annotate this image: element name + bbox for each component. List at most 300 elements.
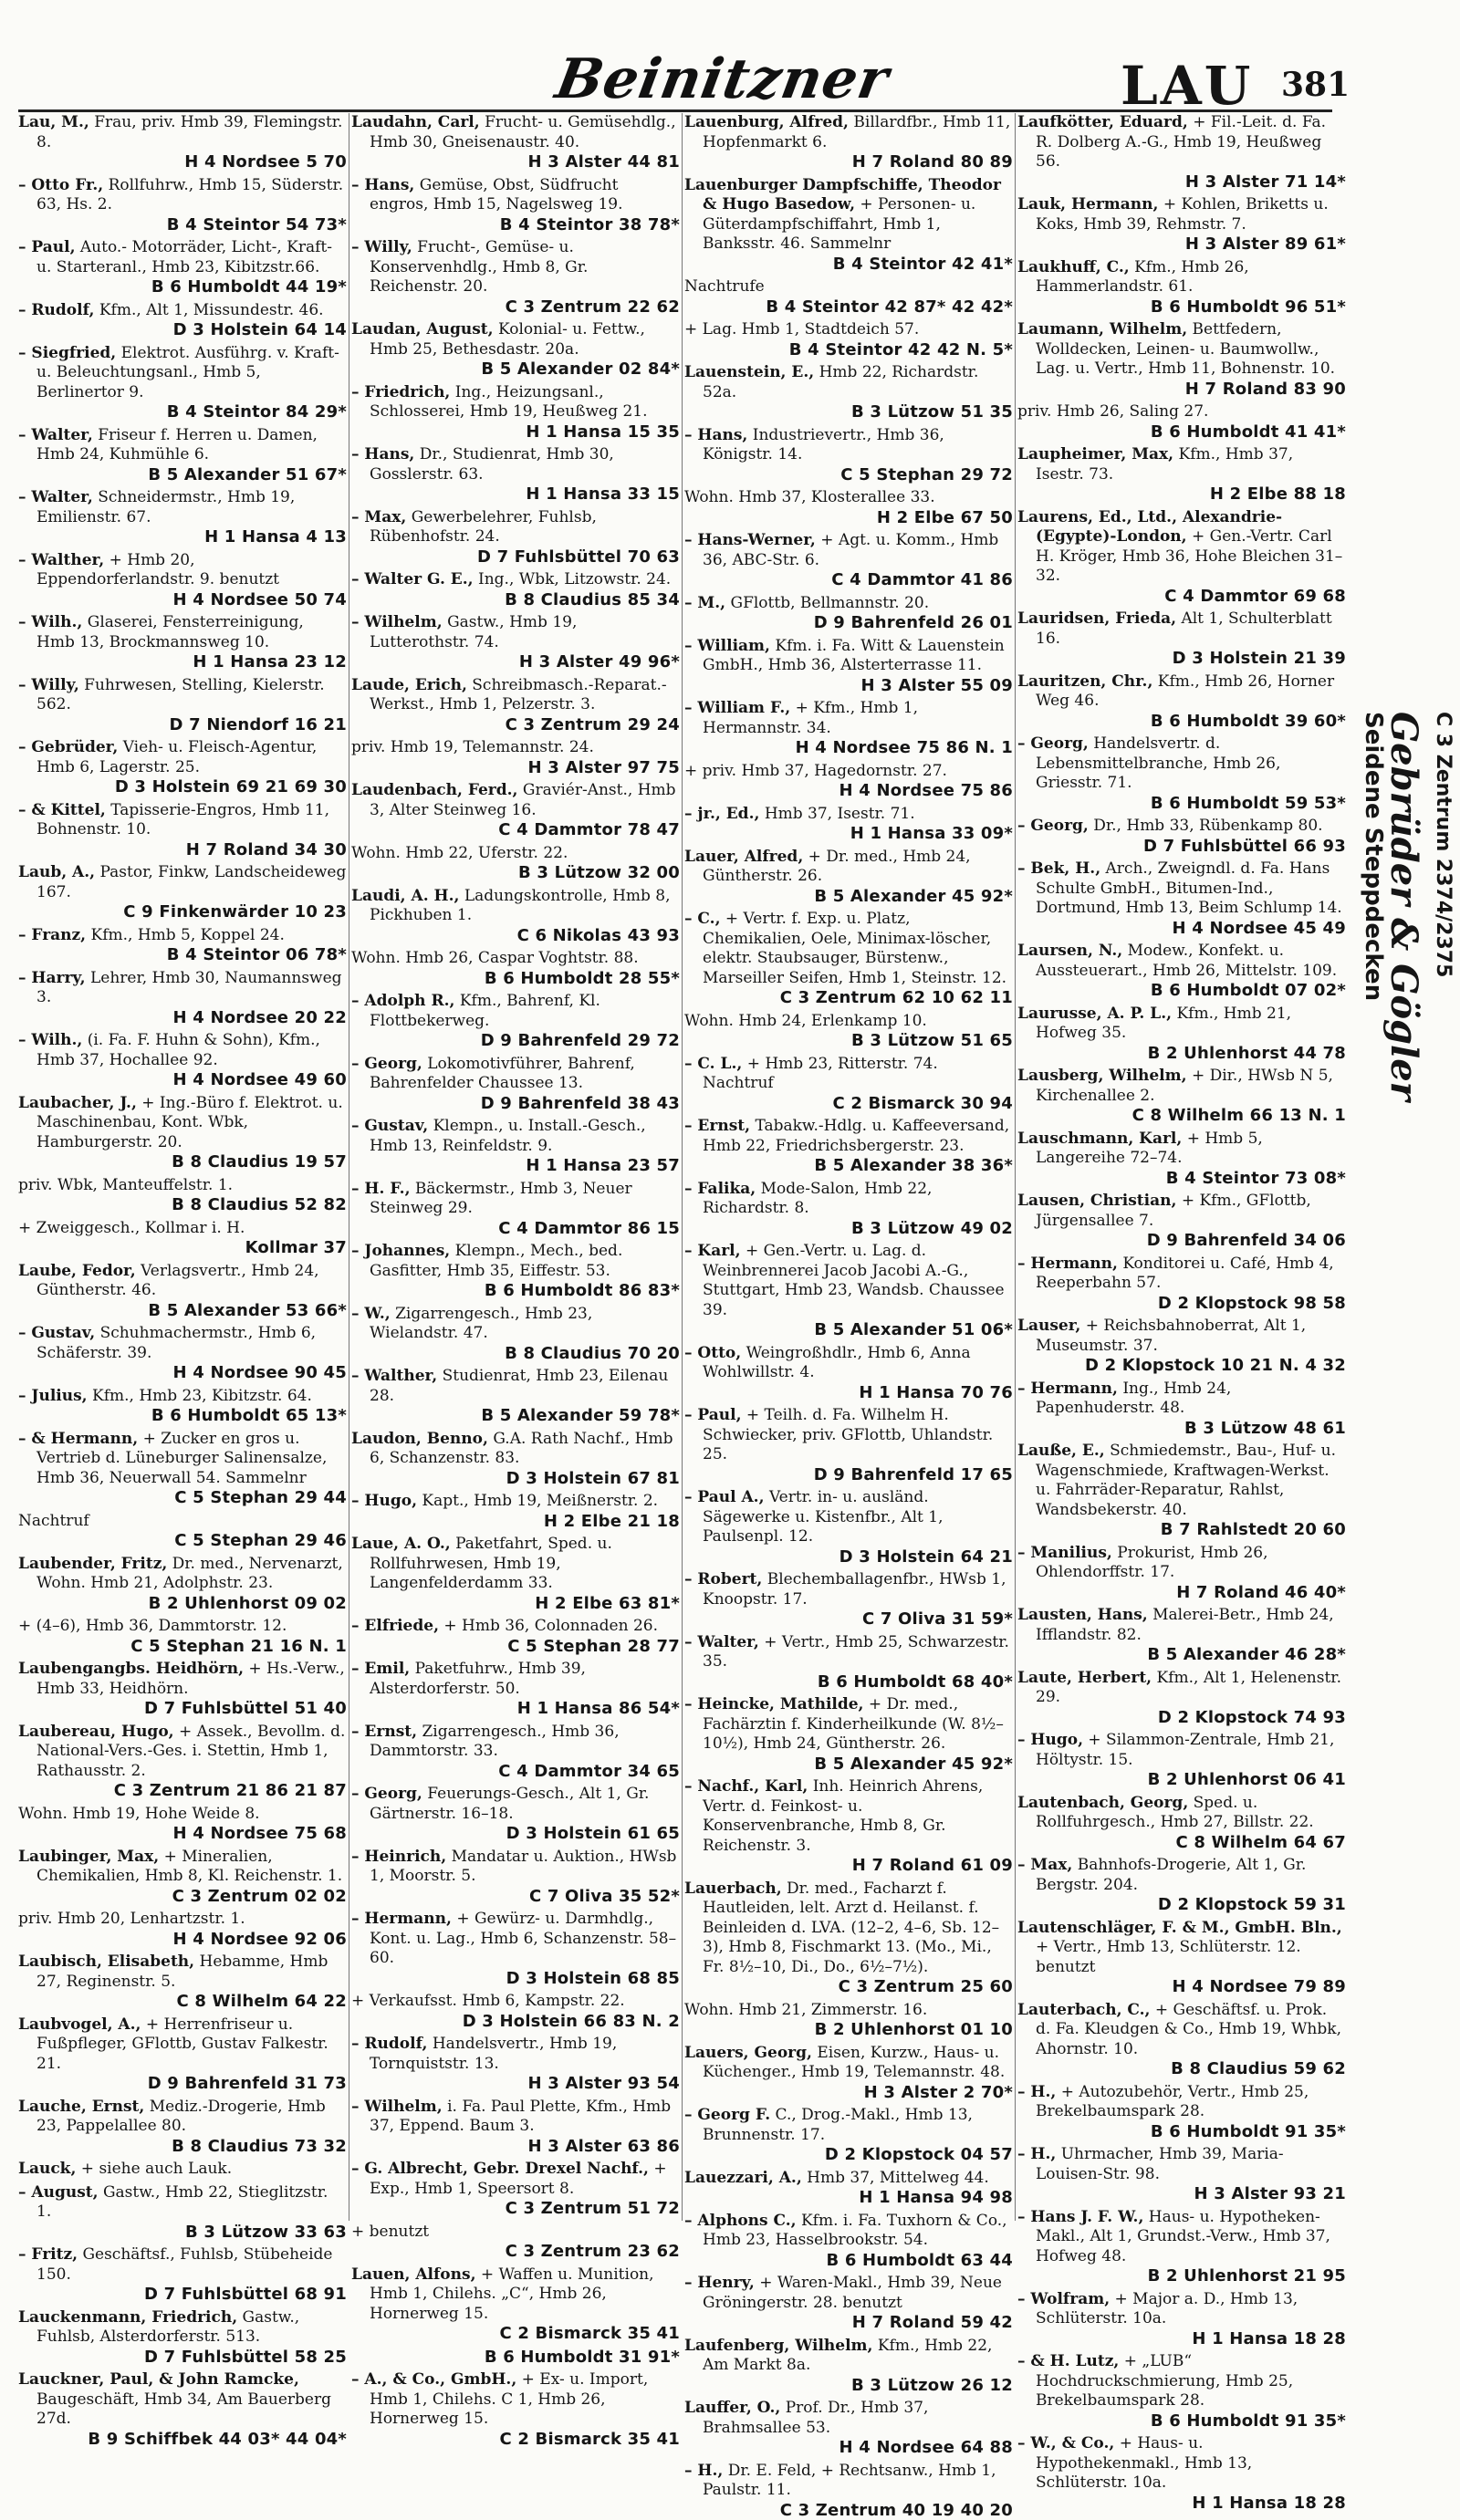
entry-detail: Sped. u. Rollfuhrgesch., Hmb 27, Billstr. 22. [1036,1794,1314,1832]
entry-name: Laudan, August, [351,320,494,338]
entry-name: Lausen, Christian, [1017,1192,1176,1210]
entry-phone: D 7 Fuhlsbüttel 58 25 [36,2348,347,2368]
entry-detail: Gastw., Hmb 19, Lutterothstr. 74. [370,613,577,651]
entry-phone: D 7 Fuhlsbüttel 51 40 [36,1699,347,1719]
directory-entry [1017,734,1346,813]
entry-phone: D 7 Fuhlsbüttel 66 93 [1036,837,1346,857]
entry-phone: B 5 Alexander 45 92* [703,887,1013,907]
entry-phone: C 3 Zentrum 22 62 [370,297,680,318]
entry-phone: H 1 Hansa 18 28 [1036,2494,1346,2514]
entry-name: – Hermann, [351,1910,452,1928]
directory-entry [18,113,347,172]
directory-entry [684,805,1013,844]
entry-detail: GFlottb, Bellmannstr. 20. [730,594,929,612]
entry-name: Laubereau, Hugo, [18,1723,174,1741]
directory-entry [1017,2290,1346,2349]
directory-entry [18,301,347,340]
directory-entry [684,762,1013,801]
entry-phone: D 3 Holstein 66 83 N. 2 [370,2012,680,2032]
entry-detail: + Hmb 5, Langereihe 72–74. [1036,1130,1263,1168]
entry-detail: Graviér-Anst., Hmb 3, Alter Steinweg 16. [370,781,676,819]
entry-name: – Georg, [351,1785,422,1803]
entry-detail: Hmb 37, Isestr. 71. [765,805,915,823]
directory-column-3 [684,113,1013,2221]
directory-entry [18,1723,347,1801]
entry-phone: D 9 Bahrenfeld 34 06 [1036,1231,1346,1251]
entry-phone: B 3 Lützow 48 61 [1036,1419,1346,1439]
entry-name: – G. Albrecht, Gebr. Drexel Nachf., [351,2160,649,2178]
entry-phone: C 2 Bismarck 35 41 [370,2324,680,2344]
entry-name: Lauschmann, Karl, [1017,1130,1182,1148]
entry-name: – Emil, [351,1660,410,1678]
entry-name: – Walther, [18,551,104,569]
entry-detail: + Dir., HWsb N 5, Kirchenallee 2. [1036,1067,1333,1105]
entry-name: Laufenberg, Wilhelm, [684,2337,872,2355]
entry-detail: Ing., Hmb 24, Papenhuderstr. 48. [1036,1380,1231,1418]
entry-detail: + Kfm., GFlottb, Jürgensallee 7. [1036,1192,1311,1230]
directory-entry [18,344,347,422]
entry-phone: C 3 Zentrum 51 72 [370,2199,680,2219]
entry-name: – Hans, [684,426,747,444]
entry-phone: D 9 Bahrenfeld 38 43 [370,1094,680,1114]
column-divider [1015,113,1016,2221]
entry-detail: + Zucker en gros u. Vertrieb d. Lüneburger Salinensalze, Hmb 36, Neuerwall 54. Sammelnr [36,1430,327,1487]
entry-name: – Wilh., [18,613,82,631]
directory-entry [1017,1919,1346,1997]
entry-detail: Gastw., Hmb 22, Stieglitzstr. 1. [36,2183,328,2222]
entry-name: – Heinrich, [351,1848,446,1866]
entry-name: – Wolfram, [1017,2290,1110,2308]
entry-name: Lausberg, Wilhelm, [1017,1067,1187,1085]
entry-detail: Klempn., Mech., bed. Gasfitter, Hmb 35, Eiffestr. 53. [370,1242,622,1280]
entry-detail: Inh. Heinrich Ahrens, Vertr. d. Feinkost- u. Konservenbranche, Hmb 8, Gr. Reichenstr. 3. [703,1777,983,1855]
directory-entry [684,910,1013,1008]
entry-detail: Wohn. Hmb 26, Caspar Voghtstr. 88. [351,949,639,967]
entry-phone: H 1 Hansa 18 28 [1036,2329,1346,2349]
directory-entry [684,363,1013,422]
entry-detail: Lehrer, Hmb 30, Naumannsweg 3. [36,969,342,1007]
entry-name: – Walter, [684,1633,759,1651]
entry-phone: H 1 Hansa 33 09* [703,824,1013,844]
entry-detail: + Teilh. d. Fa. Wilhelm H. Schwiecker, priv. GFlottb, Uhlandstr. 25. [703,1406,993,1463]
directory-column-4 [1017,113,1346,2221]
entry-phone: B 4 Steintor 42 87* 42 42* [703,297,1013,318]
entry-name: Lauser, [1017,1317,1080,1335]
entry-phone: B 5 Alexander 45 92* [703,1755,1013,1775]
entry-name: – Henry, [684,2274,755,2292]
entry-detail: Bäckermstr., Hmb 3, Neuer Steinweg 29. [370,1180,632,1218]
directory-entry [18,1176,347,1215]
directory-entry [351,1180,680,1239]
entry-detail: Handelsvertr. d. Lebensmittelbranche, Hmb 26, Griesstr. 71. [1036,734,1280,792]
entry-name: – Siegfried, [18,344,116,362]
directory-entry [18,2015,347,2094]
entry-name: – Paul, [684,1406,742,1424]
entry-name: Laute, Herbert, [1017,1669,1152,1687]
directory-entry [684,1633,1013,1692]
entry-phone: B 6 Humboldt 96 51* [1036,297,1346,318]
directory-entry [18,426,347,485]
entry-name: – Johannes, [351,1242,450,1260]
entry-phone: D 2 Klopstock 04 57 [703,2145,1013,2165]
entry-phone: C 8 Wilhelm 66 13 N. 1 [1036,1106,1346,1126]
directory-entry [684,2212,1013,2271]
directory-entry [684,2169,1013,2208]
entry-detail: Vertr. in- u. ausländ. Sägewerke u. Kistenfbr., Alt 1, Paulsenpl. 12. [703,1488,944,1546]
entry-name: – Rudolf, [18,301,94,319]
entry-detail: Kfm., Hmb 22, Am Markt 8a. [703,2337,992,2375]
entry-phone: H 7 Roland 46 40* [1036,1583,1346,1603]
ad-product-text: Seidene Steppdecken [1360,712,1387,1001]
entry-phone: H 1 Hansa 15 35 [370,422,680,443]
entry-detail: + Gewürz- u. Darmhdlg., Kont. u. Lag., Hmb 6, Schanzenstr. 58–60. [370,1910,676,1967]
directory-entry [18,238,347,297]
directory-entry [18,676,347,735]
directory-entry [1017,1731,1346,1790]
entry-detail: i. Fa. Paul Plette, Kfm., Hmb 37, Eppend. Baum 3. [370,2098,671,2136]
entry-phone: B 2 Uhlenhorst 09 02 [36,1594,347,1614]
entry-detail: + Kfm., Hmb 1, Hermannstr. 34. [703,699,918,737]
entry-name: – Wilhelm, [351,613,443,631]
directory-entry [18,801,347,860]
directory-entry [684,1695,1013,1774]
directory-entry [684,1180,1013,1239]
entry-name: – Georg, [1017,817,1089,835]
directory-entry [18,2160,347,2180]
entry-detail: + Ex- u. Import, Hmb 1, Chilehs. C 1, Hmb 26, Hornerweg 15. [370,2370,648,2428]
entry-detail: Geschäftsf., Fuhlsb, Stübeheide 150. [36,2245,332,2284]
entry-phone: D 3 Holstein 64 21 [703,1547,1013,1567]
entry-name: Laufkötter, Eduard, [1017,113,1188,131]
entry-phone: H 4 Nordsee 79 89 [1036,1977,1346,1997]
entry-phone: D 7 Niendorf 16 21 [36,715,347,735]
directory-entry [684,1880,1013,1997]
entry-detail: Eisen, Kurzw., Haus- u. Küchenger., Hmb 19, Telemannstr. 48. [703,2044,1005,2082]
entry-detail: Tapisserie-Engros, Hmb 11, Bohnenstr. 10. [36,801,329,839]
entry-name: – Hugo, [351,1492,417,1510]
directory-entry [684,1777,1013,1876]
directory-entry [351,2223,680,2262]
entry-phone: H 3 Alster 2 70* [703,2083,1013,2103]
entry-phone: Kollmar 37 [36,1238,347,1258]
entry-phone: H 4 Nordsee 92 06 [36,1930,347,1950]
entry-detail: Dr., Studienrat, Hmb 30, Gosslerstr. 63. [370,445,614,484]
entry-phone: H 4 Nordsee 75 86 [703,781,1013,801]
directory-entry [1017,1606,1346,1665]
directory-entry [684,1570,1013,1630]
entry-detail: + Hs.-Verw., Hmb 33, Heidhörn. [36,1660,345,1698]
entry-name: Laudenbach, Ferd., [351,781,517,799]
entry-name: Lauen, Alfons, [351,2265,476,2284]
entry-name: Laursen, N., [1017,942,1122,960]
entry-detail: + Lag. Hmb 1, Stadtdeich 57. [684,320,919,338]
entry-name: – Georg, [351,1055,422,1073]
entry-name: – Gustav, [18,1324,95,1342]
directory-entry [1017,258,1346,318]
entry-phone: H 2 Elbe 88 18 [1036,484,1346,505]
entry-phone: H 7 Roland 83 90 [1036,380,1346,400]
directory-entry [351,949,680,988]
entry-detail: + Fil.-Leit. d. Fa. R. Dolberg A.-G., Hmb 19, Heußweg 56. [1036,113,1326,171]
directory-entry [351,1242,680,1301]
directory-column-1 [18,113,347,2221]
entry-detail: Ing., Heizungsanl., Schlosserei, Hmb 19, Heußweg 21. [370,383,648,422]
entry-phone: B 6 Humboldt 39 60* [1036,712,1346,732]
entry-phone: D 3 Holstein 21 39 [1036,649,1346,669]
directory-entry [351,1910,680,1988]
entry-name: – Friedrich, [351,383,450,401]
entry-detail: Verlagsvertr., Hmb 24, Güntherstr. 46. [36,1262,319,1300]
entry-name: – & Kittel, [18,801,106,819]
directory-entry [18,551,347,610]
entry-phone: C 4 Dammtor 34 65 [370,1762,680,1782]
entry-name: – H., [1017,2145,1056,2163]
directory-entry [1017,402,1346,442]
entry-phone: D 7 Fuhlsbüttel 68 91 [36,2285,347,2305]
entry-phone: B 8 Claudius 73 32 [36,2137,347,2157]
entry-detail: + Zweiggesch., Kollmar i. H. [18,1219,245,1237]
entry-phone: B 5 Alexander 38 36* [703,1156,1013,1176]
entry-detail: Kfm., Hmb 21, Hofweg 35. [1036,1005,1291,1043]
entry-phone: C 3 Zentrum 21 86 21 87 [36,1781,347,1801]
directory-entry [18,1848,347,1907]
directory-entry [18,1952,347,2012]
entry-phone: D 3 Holstein 67 81 [370,1469,680,1489]
entry-name: – Wilhelm, [351,2098,443,2116]
entry-name: Lauenstein, E., [684,363,814,381]
directory-entry [18,926,347,965]
directory-entry [18,1324,347,1383]
entry-name: Lauk, Hermann, [1017,195,1158,213]
entry-detail: Friseur f. Herren u. Damen, Hmb 24, Kuhmühle 6. [36,426,318,464]
entry-detail: Wohn. Hmb 37, Klosterallee 33. [684,488,935,506]
directory-entry [1017,445,1346,505]
entry-detail: Hmb 37, Mittelweg 44. [807,2169,989,2187]
entry-name: – Ernst, [684,1117,750,1135]
entry-detail: C., Drog.-Makl., Hmb 13, Brunnenstr. 17. [703,2106,973,2144]
directory-entry [18,176,347,235]
side-advertisement [1349,712,1456,1515]
entry-phone: C 8 Wilhelm 64 22 [36,1992,347,2012]
entry-phone: C 3 Zentrum 62 10 62 11 [703,988,1013,1008]
entry-name: Lautenbach, Georg, [1017,1794,1188,1812]
directory-entry [18,969,347,1028]
entry-detail: + Waren-Makl., Hmb 39, Neue Gröningerstr. 28. benutzt [703,2274,1002,2312]
entry-name: Laue, A. O., [351,1535,451,1553]
entry-detail: Kfm., Bahrenf, Kl. Flottbekerweg. [370,992,600,1030]
column-divider [682,113,683,2221]
directory-entry [1017,1192,1346,1251]
entry-name: Laubvogel, A., [18,2015,141,2034]
directory-entry [351,1617,680,1656]
entry-detail: Handelsvertr., Hmb 19, Tornquiststr. 13. [370,2035,617,2073]
entry-name: – Nachf., Karl, [684,1777,808,1796]
directory-entry [1017,1067,1346,1126]
directory-entry [18,2183,347,2243]
directory-entry [684,1242,1013,1340]
directory-entry [18,1805,347,1844]
entry-name: – Bek, H., [1017,859,1100,878]
directory-entry [351,1723,680,1782]
entry-phone: D 9 Bahrenfeld 26 01 [703,613,1013,633]
entry-detail: Dr. med., Facharzt f. Hautleiden, lelt. Arzt d. Heilanst. f. Beinleiden d. LVA. (12–2, 4–6, Sb. 12–3), Hmb 8, Fischmarkt 13. (Mo., Mi., Fr. 8½–10, Di., Do., 6½–7½). [703,1880,999,1976]
entry-name: – H., [1017,2083,1056,2101]
directory-entry [1017,1380,1346,1439]
entry-name: – Adolph R., [351,992,454,1010]
entry-name: Lauers, Georg, [684,2044,812,2062]
entry-name: – Georg F. [684,2106,770,2124]
entry-detail: + Vertr., Hmb 13, Schlüterstr. 12. benutzt [1036,1938,1301,1976]
entry-name: Lauckner, Paul, & John Ramcke, [18,2370,299,2389]
directory-entry [1017,195,1346,255]
entry-detail: + Ing.-Büro f. Elektrot. u. Maschinenbau, Kont. Wbk, Hamburgerstr. 20. [36,1094,343,1151]
entry-name: – & Hermann, [18,1430,138,1448]
entry-detail: + Vertr., Hmb 25, Schwarzestr. 35. [703,1633,1009,1671]
entry-name: – Elfriede, [351,1617,439,1635]
entry-phone: B 3 Lützow 32 00 [370,863,680,883]
directory-entry [684,320,1013,359]
entry-detail: Studienrat, Hmb 23, Eilenau 28. [370,1367,668,1405]
entry-phone: C 9 Finkenwärder 10 23 [36,902,347,922]
entry-detail: G.A. Rath Nachf., Hmb 6, Schanzenstr. 83. [370,1430,673,1468]
entry-detail: + Geschäftsf. u. Prok. d. Fa. Kleudgen & Co., Hmb 19, Whbk, Ahornstr. 10. [1036,2001,1341,2058]
entry-phone: H 4 Nordsee 49 60 [36,1070,347,1090]
entry-phone: D 9 Bahrenfeld 17 65 [703,1465,1013,1485]
directory-entry [351,992,680,1051]
entry-phone: C 4 Dammtor 78 47 [370,820,680,840]
entry-name: Lau, M., [18,113,89,131]
directory-entry [18,1387,347,1426]
entry-name: Laub, A., [18,863,95,881]
entry-phone: C 2 Bismarck 35 41 [370,2430,680,2450]
entry-detail: Kfm., Hmb 5, Koppel 24. [91,926,285,944]
entry-detail: Nachtruf [18,1512,89,1530]
entry-phone: B 6 Humboldt 28 55* [370,969,680,989]
entry-phone: D 3 Holstein 61 65 [370,1824,680,1844]
entry-phone: D 3 Holstein 69 21 69 30 [36,777,347,797]
entry-name: – H., [684,2462,723,2480]
entry-detail: Ing., Wbk, Litzowstr. 24. [478,570,671,588]
directory-entry [684,1117,1013,1176]
entry-detail: Feuerungs-Gesch., Alt 1, Gr. Gärtnerstr. 16–18. [370,1785,649,1823]
directory-entry [18,613,347,672]
entry-phone: D 2 Klopstock 10 21 N. 4 32 [1036,1356,1346,1376]
entry-phone: B 6 Humboldt 86 83* [370,1281,680,1301]
entry-detail: Mode-Salon, Hmb 22, Richardstr. 8. [703,1180,932,1218]
entry-detail: + Hmb 36, Colonnaden 26. [443,1617,658,1635]
directory-entry [351,2370,680,2449]
entry-detail: Konditorei u. Café, Hmb 4, Reeperbahn 57. [1036,1255,1334,1293]
entry-phone: C 5 Stephan 21 16 N. 1 [36,1637,347,1657]
entry-phone: H 3 Alster 49 96* [370,652,680,672]
entry-phone: C 5 Stephan 29 72 [703,465,1013,485]
entry-phone: B 8 Claudius 70 20 [370,1344,680,1364]
entry-name: Lauritzen, Chr., [1017,672,1152,691]
directory-entry [18,1512,347,1551]
entry-name: – Hans J. F. W., [1017,2208,1143,2226]
directory-entry [18,2308,347,2368]
directory-entry [1017,1544,1346,1603]
directory-entry [1017,859,1346,938]
entry-detail: Frau, priv. Hmb 39, Flemingstr. 8. [36,113,342,151]
entry-phone: H 4 Nordsee 50 74 [36,590,347,610]
directory-entry [351,887,680,946]
entry-name: Laupheimer, Max, [1017,445,1173,463]
entry-detail: Vieh- u. Fleisch-Agentur, Hmb 6, Lagerstr. 25. [36,738,317,776]
entry-detail: + Mineralien, Chemikalien, Hmb 8, Kl. Reichenstr. 1. [36,1848,342,1886]
entry-detail: Schmiedemstr., Bau-, Huf- u. Wagenschmiede, Kraftwagen-Werkst. u. Fahrräder-Reparatur, Rahlst, Wandsbekerstr. 40. [1036,1442,1336,1519]
directory-entry [351,2098,680,2157]
entry-name: Laubengangbs. Heidhörn, [18,1660,244,1678]
entry-detail: + Herrenfriseur u. Fußpfleger, GFlottb, Gustav Falkestr. 21. [36,2015,328,2073]
ad-company-name: Gebrüder & Gögler [1382,712,1425,1101]
directory-entry [1017,1856,1346,1915]
entry-phone: H 3 Alster 55 09 [703,676,1013,696]
directory-entry [1017,1317,1346,1376]
directory-entry [351,2348,680,2368]
entry-name: – Falika, [684,1180,756,1198]
entry-phone: D 9 Bahrenfeld 31 73 [36,2074,347,2094]
entry-phone: B 5 Alexander 59 78* [370,1406,680,1426]
entry-detail: Kfm. i. Fa. Witt & Lauenstein GmbH., Hmb 36, Alsterterrasse 11. [703,637,1005,675]
entry-phone: H 2 Elbe 63 81* [370,1594,680,1614]
entry-name: – Franz, [18,926,86,944]
entry-name: – jr., Ed., [684,805,759,823]
entry-phone: H 7 Roland 61 09 [703,1856,1013,1876]
entry-detail: Klempn., u. Install.-Gesch., Hmb 13, Reinfeldstr. 9. [370,1117,646,1155]
entry-name: – Heincke, Mathilde, [684,1695,863,1713]
directory-entry [1017,942,1346,1001]
entry-detail: Uhrmacher, Hmb 39, Maria-Louisen-Str. 98. [1036,2145,1284,2183]
directory-entry [18,1430,347,1508]
directory-entry [351,676,680,735]
entry-phone: D 3 Holstein 64 14 [36,320,347,340]
entry-detail: + Autozubehör, Vertr., Hmb 25, Brekelbaumspark 28. [1036,2083,1309,2121]
entry-phone: H 4 Nordsee 5 70 [36,152,347,172]
directory-entry [684,1055,1013,1114]
entry-phone: B 6 Humboldt 41 41* [1036,422,1346,443]
entry-name: – William F., [684,699,790,717]
entry-phone: H 2 Elbe 21 18 [370,1512,680,1532]
entry-phone: B 4 Steintor 73 08* [1036,1169,1346,1189]
entry-name: Laudon, Benno, [351,1430,488,1448]
entry-detail: Auto.- Motorräder, Licht-, Kraft- u. Starteranl., Hmb 23, Kibitzstr.66. [36,238,332,276]
directory-entry [1017,2001,1346,2079]
entry-phone: H 3 Alster 93 54 [370,2074,680,2094]
entry-name: – Hans, [351,176,414,194]
directory-entry [351,1992,680,2031]
directory-entry [684,2001,1013,2040]
directory-entry [18,1262,347,1321]
directory-entry [1017,1005,1346,1064]
entry-phone: C 5 Stephan 29 44 [36,1488,347,1508]
entry-detail: priv. Hmb 19, Telemannstr. 24. [351,738,594,756]
entry-phone: B 2 Uhlenhorst 21 95 [1036,2266,1346,2286]
entry-phone: B 4 Steintor 06 78* [36,945,347,965]
entry-detail: Hebamme, Hmb 27, Reginenstr. 5. [36,1952,328,1991]
directory-entry [684,2337,1013,2396]
entry-phone: B 3 Lützow 51 65 [703,1031,1013,1051]
entry-phone: B 5 Alexander 02 84* [370,359,680,380]
entry-phone: H 4 Nordsee 75 86 N. 1 [703,738,1013,758]
entry-detail: + Exp., Hmb 1, Speersort 8. [370,2160,667,2198]
entry-phone: C 7 Oliva 35 52* [370,1887,680,1907]
directory-entry [1017,1442,1346,1540]
entry-name: Lauenburger Dampfschiffe, Theodor & Hugo Basedow, [684,176,1001,214]
entry-phone: B 5 Alexander 46 28* [1036,1645,1346,1665]
entry-phone: B 4 Steintor 38 78* [370,215,680,235]
entry-name: – Robert, [684,1570,762,1588]
